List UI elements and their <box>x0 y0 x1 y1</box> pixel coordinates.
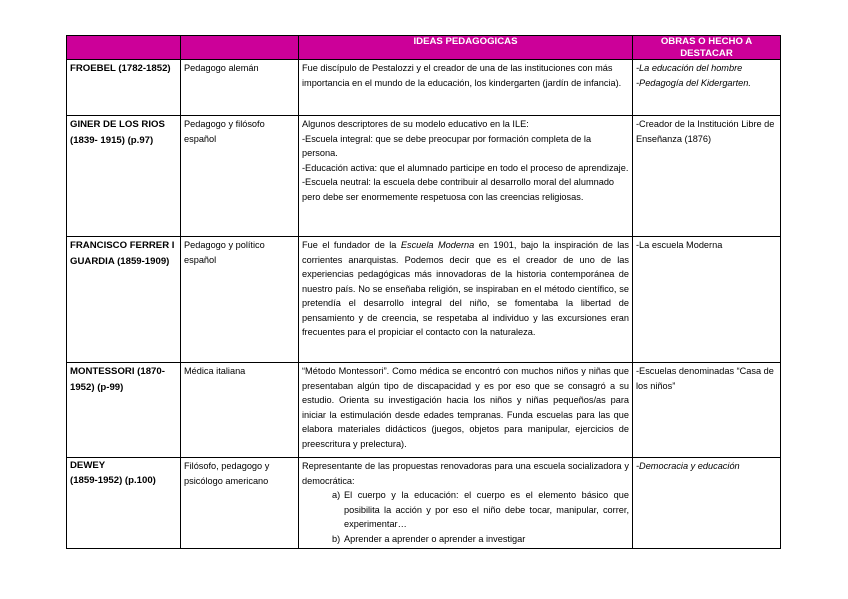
person-role: Filósofo, pedagogo y psicólogo americano <box>181 458 299 549</box>
work-item: -Creador de la Institución Libre de Enseñanza (1876) <box>636 119 775 144</box>
list-item <box>332 488 629 532</box>
table-row <box>67 363 781 458</box>
works-cell <box>633 60 781 116</box>
header-ideas: IDEAS PEDAGOGICAS <box>299 36 633 60</box>
person-role: Pedagogo y filósofo español <box>181 116 299 237</box>
list-marker: b) <box>332 533 341 544</box>
header-col-1 <box>67 36 181 60</box>
work-item: -Pedagogía del Kidergarten. <box>636 77 751 88</box>
ideas-text: Fue el fundador de la <box>302 240 401 250</box>
table-row <box>67 116 781 237</box>
ideas-text: -Escuela neutral: la escuela debe contribuir al desarrollo moral del alumnado pero debe ser enormemente respetuosa con las creencias religiosas. <box>302 177 615 202</box>
person-name <box>67 458 181 549</box>
ideas-text: en 1901, bajo la inspiración de las corrientes anarquistas. Podemos decir que es el creador de uno de las experiencias pedagógicas más innovadoras de la historia contemporánea de nuestro país. No se enseñaba religión, se inspiraban en el método científico, se pretendía el desarrollo integral del niño, se fomentaba la libertad de pensamiento y de creencia, se respetaba al individuo y las excursiones eran frecuentes para el propiciar el contacto con la naturaleza. <box>302 240 630 337</box>
person-name-line: DEWEY <box>70 460 106 471</box>
person-role: Pedagogo y político español <box>181 237 299 363</box>
works-cell <box>633 458 781 549</box>
ideas-list <box>302 488 629 546</box>
table-row <box>67 458 781 549</box>
list-item-text: El cuerpo y la educación: el cuerpo es el elemento básico que posibilita la acción y por eso el niño debe tocar, manipular, correr, experimentar… <box>344 490 629 529</box>
works-cell <box>633 116 781 237</box>
ideas-text: Fue discípulo de Pestalozzi y el creador de una de las instituciones con más importancia en el mundo de la educación, los kindergarten (jardín de infancia). <box>302 63 622 88</box>
table-row <box>67 237 781 363</box>
ideas-text: -Escuela integral: que se debe preocupar por formación completa de la persona. <box>302 133 592 158</box>
ideas-text: Representante de las propuestas renovadoras para una escuela socializadora y democrática: <box>302 461 629 486</box>
work-item: -La escuela Moderna <box>636 240 723 250</box>
work-item: -La educación del hombre <box>636 63 743 73</box>
works-cell <box>633 237 781 363</box>
works-cell <box>633 363 781 458</box>
ideas-text: Algunos descriptores de su modelo educativo en la ILE: <box>302 119 529 129</box>
list-marker: a) <box>332 490 341 500</box>
person-name: FROEBEL (1782-1852) <box>67 60 181 116</box>
person-role: Médica italiana <box>181 363 299 458</box>
ideas-cell <box>299 60 633 116</box>
ideas-text: “Método Montessori”. Como médica se encontró con muchos niños y niñas que presentaban algún tipo de discapacidad y es por eso que se consagró a su estudio. Orienta su investigación hacia los niños y niñas pequeños/as para iniciar la estimulación desde edades tempranas. Funda escuelas para las que elabora materiales didácticos (juegos, objetos para manipular, ejercicios de preescritura y prelectura). <box>302 366 629 449</box>
header-row <box>67 36 781 60</box>
person-dates: (1859-1952) (p.100) <box>70 474 156 486</box>
ideas-text: -Educación activa: que el alumnado participe en todo el proceso de aprendizaje. <box>302 162 629 173</box>
person-role: Pedagogo alemán <box>181 60 299 116</box>
list-item <box>332 532 629 547</box>
ideas-emphasis: Escuela Moderna <box>400 240 475 250</box>
table-row <box>67 60 781 116</box>
ideas-cell <box>299 116 633 237</box>
person-name: FRANCISCO FERRER I GUARDIA (1859-1909) <box>67 237 181 363</box>
ideas-cell <box>299 237 633 363</box>
person-name: MONTESSORI (1870-1952) (p-99) <box>67 363 181 458</box>
header-works: OBRAS O HECHO A DESTACAR <box>633 36 781 60</box>
work-item: -Escuelas denominadas “Casa de los niños” <box>636 366 774 391</box>
header-col-2 <box>181 36 299 60</box>
ideas-cell <box>299 363 633 458</box>
list-item-text: Aprender a aprender o aprender a investigar <box>344 533 526 544</box>
person-name: GINER DE LOS RIOS (1839- 1915) (p.97) <box>67 116 181 237</box>
ideas-cell <box>299 458 633 549</box>
work-item: -Democracia y educación <box>636 461 740 471</box>
pedagogy-table <box>66 35 781 549</box>
